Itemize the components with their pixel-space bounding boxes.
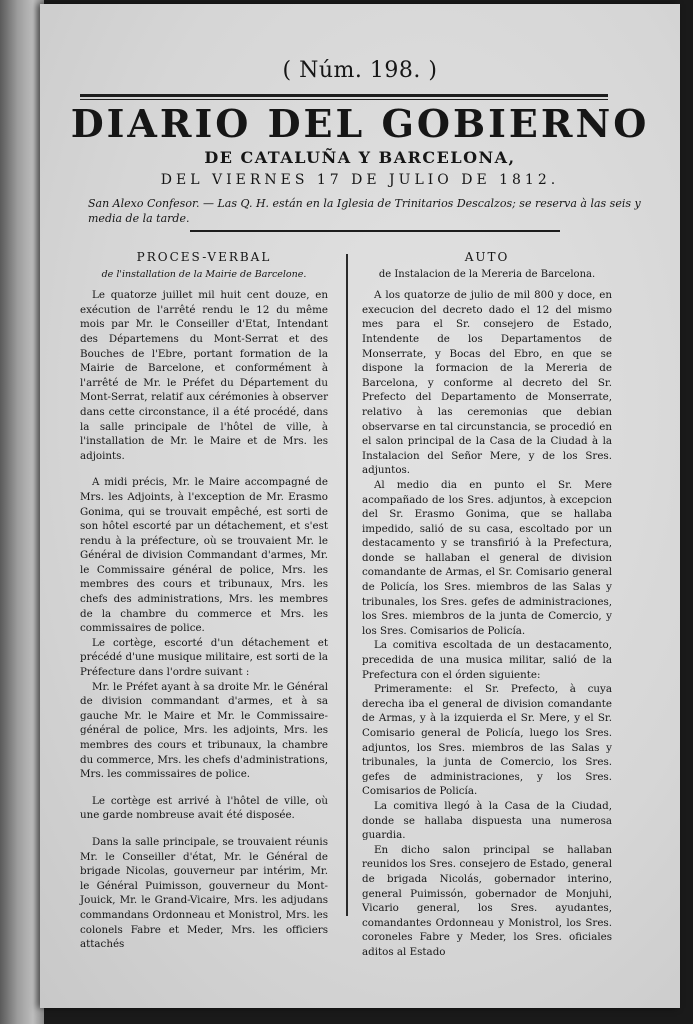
issue-number: ( Núm. 198. ) xyxy=(282,58,438,83)
left-column xyxy=(80,250,328,952)
masthead-rule-top xyxy=(80,94,608,97)
left-paragraph: Le cortège est arrivé à l'hôtel de ville, où une garde nombreuse avait été disposée. xyxy=(80,794,328,822)
masthead-subtitle: DE CATALUÑA Y BARCELONA, xyxy=(204,148,516,167)
masthead-rule-top-thin xyxy=(80,99,608,100)
right-paragraph: Primeramente: el Sr. Prefecto, à cuya derecha iba el general de division comandante de Armas, y à la izquierda el Sr. Mere, y el Sr. Comisario general de Policía, luego los Sres. adjuntos, los Sres. miembros de las Salas y tribunales, la junta de Comercio, los Sres. gefes de administraciones, y los Sres. Comisarios de Policía. xyxy=(362,683,612,798)
left-paragraph: A midi précis, Mr. le Maire accompagné de Mrs. les Adjoints, à l'exception de Mr. Erasmo Gonima, qui se trouvait empêché, est sorti de son hôtel escorté par un détachement, et s'est rendu à la préfecture, où se trouvaient Mr. le Général de division Commandant d'armes, Mr. le Commissaire général de police, Mrs. les membres des cours et tribunaux, Mrs. les chefs des administrations, Mrs. les membres de la chambre du commerce et Mrs. les commissaires de police. xyxy=(80,476,328,635)
column-divider xyxy=(346,254,348,916)
left-column-subheading: de l'installation de la Mairie de Barcelone. xyxy=(101,268,307,280)
left-paragraph: Le cortège, escorté d'un détachement et précédé d'une musique militaire, est sorti de la Préfecture dans l'ordre suivant : xyxy=(80,636,328,679)
masthead-title: DIARIO DEL GOBIERNO xyxy=(70,101,650,146)
issue-date: DEL VIERNES 17 DE JULIO DE 1812. xyxy=(160,172,560,188)
right-paragraph: La comitiva escoltada de un destacamento, precedida de una musica militar, salió de la Prefectura con el órden siguiente: xyxy=(362,639,612,681)
left-paragraph: Dans la salle principale, se trouvaient réunis Mr. le Conseiller d'état, Mr. le Général de brigade Nicolas, gouverneur par intérim, Mr. le Général Puimisson, gouverneur du Mont-Jouick, Mr. le Grand-Vicaire, Mrs. les adjudans commandans Ordonneau et Monistrol, Mrs. les colonels Fabre et Meder, Mrs. les officiers attachés xyxy=(80,835,328,951)
right-paragraph: En dicho salon principal se hallaban reunidos los Sres. consejero de Estado, general de brigada Nicolás, gobernador interino, general Puimissón, gobernador de Monjuhi, Vicario general, los Sres. ayudantes, comandantes Ordonneau y Monistrol, los Sres. coroneles Fabre y Meder, los Sres. oficiales aditos al Estado xyxy=(362,843,612,958)
facing-page-edge xyxy=(0,0,44,1024)
left-paragraph: Le quatorze juillet mil huit cent douze, en exécution de l'arrêté rendu le 12 du même mois par Mr. le Conseiller d'Etat, Intendant des Départemens du Mont-Serrat et des Bouches de l'Ebre, portant formation de la Mairie de Barcelone, et conformément à l'arrêté de Mr. le Préfet du Département du Mont-Serrat, relatif aux cérémonies à observer dans cette circonstance, il a été procédé, dans la salle principale de l'hôtel de ville, à l'installation de Mr. le Maire et de Mrs. les adjoints. xyxy=(80,289,328,462)
left-column-heading: PROCES-VERBAL xyxy=(136,250,272,264)
saint-notice: San Alexo Confesor. — Las Q. H. están en la Iglesia de Trinitarios Descalzos; se reserva à las seis y media de la tarde. xyxy=(88,197,641,225)
right-column xyxy=(362,250,612,960)
right-column-subheading: de Instalacion de la Mereria de Barcelona. xyxy=(378,268,596,280)
right-paragraph: La comitiva llegó à la Casa de la Ciudad, donde se hallaba dispuesta una numerosa guardia. xyxy=(362,799,612,842)
header-divider xyxy=(190,230,560,232)
right-paragraph: Al medio dia en punto el Sr. Mere acompañado de los Sres. adjuntos, à excepcion del Sr. Erasmo Gonima, que se hallaba impedido, salió de su casa, escoltado por un destacamento y se transfirió à la Prefectura, donde se hallaban el general de division comandante de Armas, el Sr. Comisario general de Policía, los Sres. miembros de las Salas y tribunales, los Sres. gefes de administraciones, los Sres. miembros de la junta de Comercio, y los Sres. Comisarios de Policía. xyxy=(362,478,612,637)
left-paragraph: Mr. le Préfet ayant à sa droite Mr. le Général de division commandant d'armes, et à sa gauche Mr. le Maire et Mr. le Commissaire-général de police, Mrs. les adjoints, Mrs. les membres des cours et tribunaux, la chambre du commerce, Mrs. les chefs d'administrations, Mrs. les commissaires de police. xyxy=(80,680,328,781)
right-column-heading: AUTO xyxy=(464,250,510,264)
right-paragraph: A los quatorze de julio de mil 800 y doce, en execucion del decreto dado el 12 del mismo mes para el Sr. consejero de Estado, Intendente de los Departamentos de Monserrate, y Bocas del Ebro, en que se dispone la formacion de la Mereria de Barcelona, y conforme al decreto del Sr. Prefecto del Departamento de Monserrate, relativo à las ceremonias que debian observarse en tal circunstancia, se procedió en el salon principal de la Casa de la Ciudad à la Instalacion del Señor Mere, y de los Sres. adjuntos. xyxy=(362,289,612,477)
newspaper-page xyxy=(40,4,680,1008)
